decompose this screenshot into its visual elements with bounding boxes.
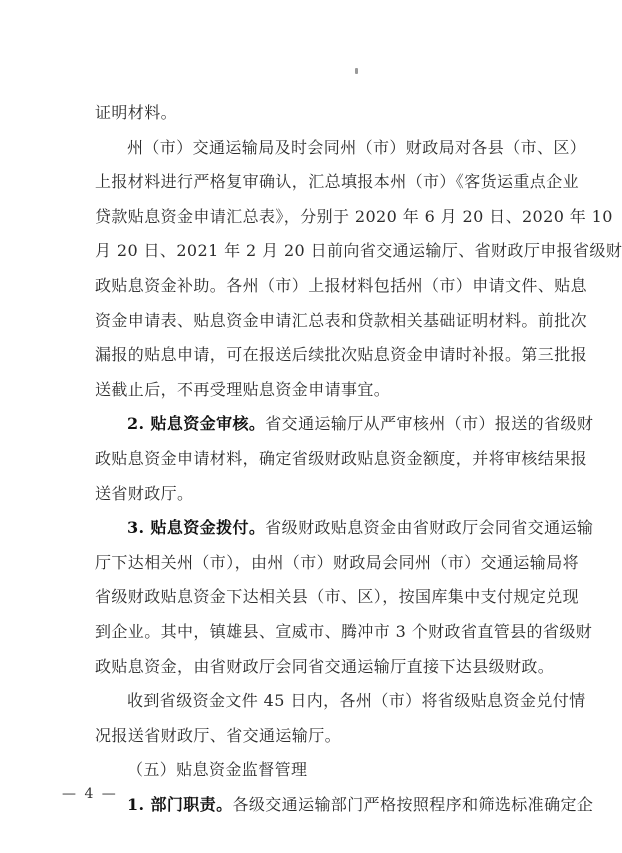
text-line: 贷款贴息资金申请汇总表》，分别于 2020 年 6 月 20 日、2020 年 10 [95, 206, 613, 226]
text-line: 收到省级资金文件 45 日内，各州（市）将省级贴息资金兑付情 [127, 691, 586, 711]
text-line: 上报材料进行严格复审确认，汇总填报本州（市）《客货运重点企业 [95, 172, 580, 192]
scan-speck [355, 68, 358, 74]
section-heading: 2. 贴息资金审核。 [127, 414, 266, 434]
text-run: 省级财政贴息资金由省财政厅会同省交通运输 [265, 518, 594, 538]
section-heading: 1. 部门职责。 [127, 794, 233, 814]
section-heading: 3. 贴息资金拨付。 [127, 518, 266, 538]
text-line: 况报送省财政厅、省交通运输厅。 [95, 725, 342, 745]
text-line: 漏报的贴息申请，可在报送后续批次贴息资金申请时补报。第三批报 [95, 345, 588, 365]
page-number: — 4 — [62, 786, 118, 802]
text-line: 送省财政厅。 [95, 483, 194, 503]
text-line: 证明材料。 [95, 103, 178, 122]
text-run: 省交通运输厅从严审核州（市）报送的省级财 [265, 414, 594, 434]
text-line: 资金申请表、贴息资金申请汇总表和贷款相关基础证明材料。前批次 [95, 310, 588, 330]
text-line: 政贴息资金申请材料，确定省级财政贴息资金额度，并将审核结果报 [95, 448, 588, 468]
text-line: 省级财政贴息资金下达相关县（市、区），按国库集中支付规定兑现 [95, 587, 580, 607]
text-line: 月 20 日、2021 年 2 月 20 日前向省交通运输厅、省财政厅申报省级财 [95, 241, 622, 261]
text-line: 政贴息资金补助。各州（市）上报材料包括州（市）申请文件、贴息 [95, 275, 588, 295]
subsection-title: （五）贴息资金监督管理 [127, 760, 308, 780]
text-run: 各级交通运输部门严格按照程序和筛选标准确定企 [232, 794, 594, 814]
text-line [95, 407, 594, 442]
text-line [95, 511, 594, 546]
text-line: 送截止后，不再受理贴息资金申请事宜。 [95, 379, 391, 399]
text-line: 州（市）交通运输局及时会同州（市）财政局对各县（市、区） [127, 137, 587, 157]
text-line: 到企业。其中，镇雄县、宣威市、腾冲市 3 个财政省直管县的省级财 [95, 621, 593, 641]
text-line: 厅下达相关州（市），由州（市）财政局会同州（市）交通运输局将 [95, 552, 580, 572]
body-text [95, 96, 622, 822]
text-line [95, 788, 594, 823]
text-line: 政贴息资金，由省财政厅会同省交通运输厅直接下达县级财政。 [95, 656, 555, 676]
